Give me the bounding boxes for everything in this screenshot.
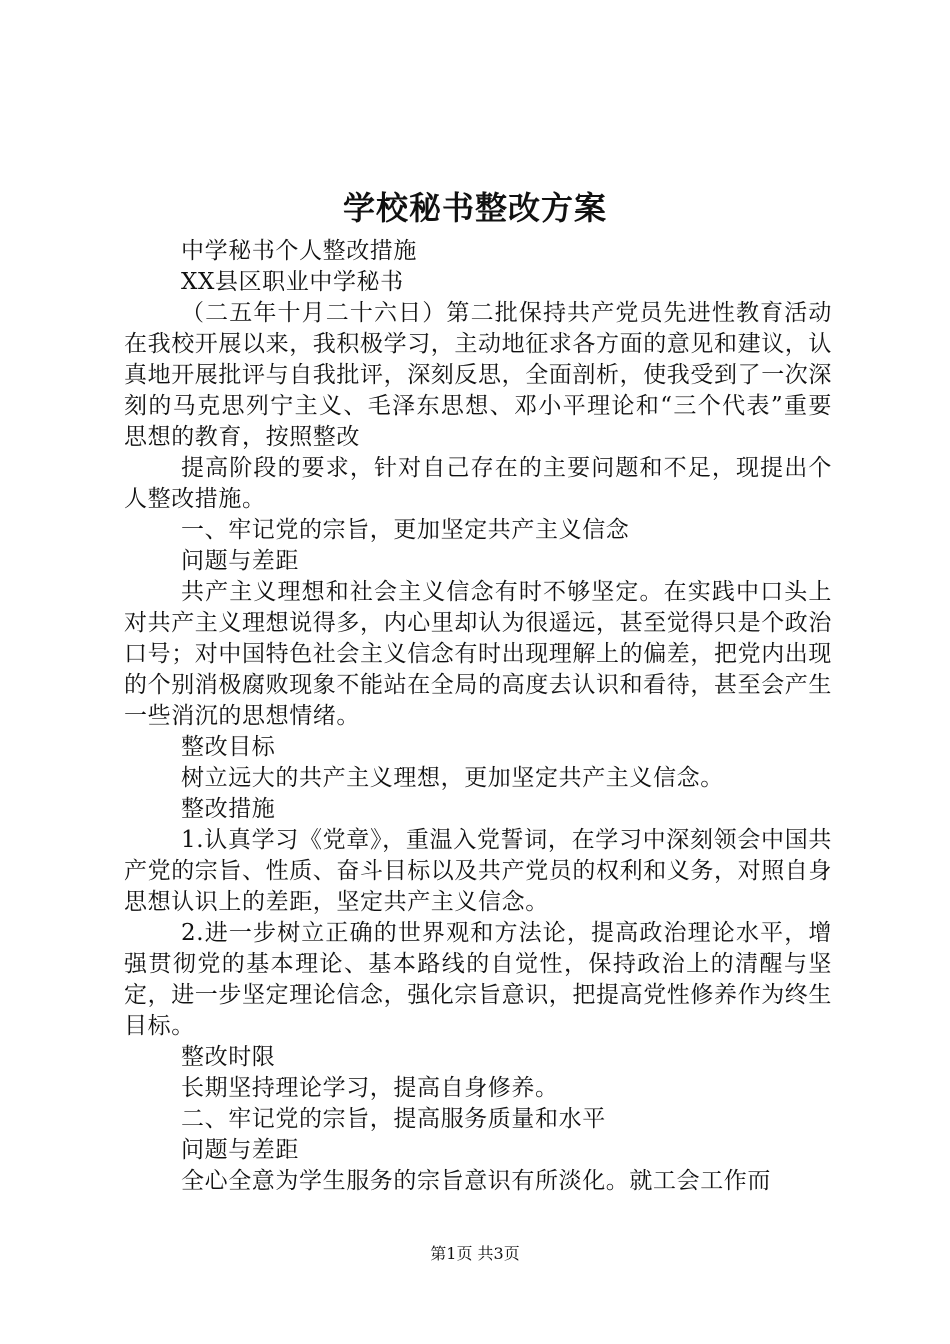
paragraph-author: XX县区职业中学秘书 [181, 269, 404, 295]
subheading-problems-1: 问题与差距 [181, 548, 299, 574]
section-heading-1: 一、牢记党的宗旨，更加坚定共产主义信念 [181, 517, 630, 543]
subheading-goal: 整改目标 [181, 734, 276, 760]
paragraph-measure-1: 1.认真学习《党章》，重温入党誓词，在学习中深刻领会中国共产党的宗旨、性质、奋斗目标以及共产党员的权利和义务，对照自身思想认识上的差距，坚定共产主义信念。 [124, 827, 832, 915]
section-heading-2: 二、牢记党的宗旨，提高服务质量和水平 [181, 1106, 606, 1132]
subheading-problems-2: 问题与差距 [181, 1137, 299, 1163]
paragraph-intro: （二五年十月二十六日）第二批保持共产党员先进性教育活动在我校开展以来，我积极学习，主动地征求各方面的意见和建议，认真地开展批评与自我批评，深刻反思，全面剖析，使我受到了一次深刻的马克思列宁主义、毛泽东思想、邓小平理论和“三个代表”重要思想的教育，按照整改 [124, 300, 832, 450]
document-title: 学校秘书整改方案 [342, 189, 607, 227]
paragraph-measure-2: 2.进一步树立正确的世界观和方法论，提高政治理论水平，增强贯彻党的基本理论、基本路线的自觉性，保持政治上的清醒与坚定，进一步坚定理论信念，强化宗旨意识，把提高党性修养作为终生目标。 [124, 920, 832, 1039]
paragraph-subtitle: 中学秘书个人整改措施 [181, 238, 417, 264]
document-body [124, 236, 832, 1197]
paragraph-deadline: 长期坚持理论学习，提高自身修养。 [181, 1075, 559, 1101]
paragraph-intro-continued: 提高阶段的要求，针对自己存在的主要问题和不足，现提出个人整改措施。 [124, 455, 832, 512]
paragraph-problems-2: 全心全意为学生服务的宗旨意识有所淡化。就工会工作而 [181, 1168, 771, 1194]
subheading-deadline: 整改时限 [181, 1044, 276, 1070]
paragraph-goal: 树立远大的共产主义理想，更加坚定共产主义信念。 [181, 765, 724, 791]
page-footer: 第1页 共3页 [430, 1244, 520, 1263]
subheading-measures: 整改措施 [181, 796, 276, 822]
paragraph-problems-1: 共产主义理想和社会主义信念有时不够坚定。在实践中口头上对共产主义理想说得多，内心里却认为很遥远，甚至觉得只是个政治口号；对中国特色社会主义信念有时出现理解上的偏差，把党内出现的个别消极腐败现象不能站在全局的高度去认识和看待，甚至会产生一些消沉的思想情绪。 [124, 579, 832, 729]
